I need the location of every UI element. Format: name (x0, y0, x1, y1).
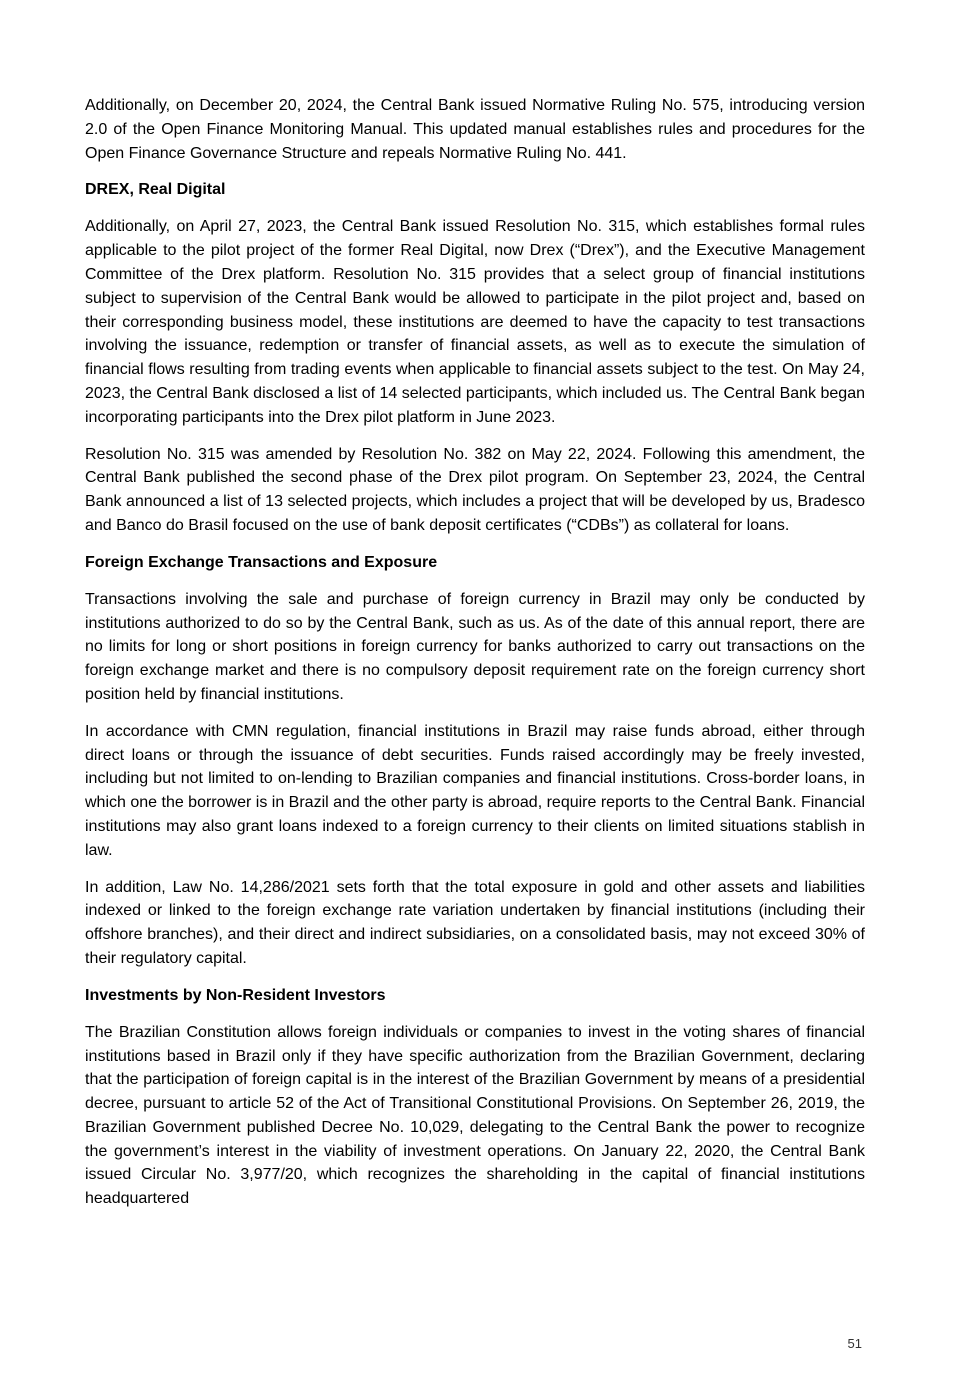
paragraph-fx-transactions: Transactions involving the sale and purchase of foreign currency in Brazil may only be conducted by institutions authorized to do so by the Central Bank, such as us. As of the date of this annual report, there are no limits for long or short positions in foreign currency for banks authorized to carry out transactions on the foreign exchange market and there is no compulsory deposit requirement rate on the foreign currency short position held by financial institutions. (85, 590, 865, 703)
section-heading-foreign-exchange: Foreign Exchange Transactions and Exposure (85, 553, 438, 571)
paragraph-fx-exposure-limit: In addition, Law No. 14,286/2021 sets forth that the total exposure in gold and other assets and liabilities indexed or linked to the foreign exchange rate variation undertaken by financial institutions (including their offshore branches), and their direct and indirect subsidiaries, on a consolidated basis, may not exceed 30% of their regulatory capital. (85, 878, 865, 967)
paragraph-fx-funds-abroad: In accordance with CMN regulation, financial institutions in Brazil may raise funds abroad, either through direct loans or through the issuance of debt securities. Funds raised accordingly may be freely invested, including but not limited to on-lending to Brazilian companies and financial institutions. Cross-border loans, in which one the borrower is in Brazil and the other party is abroad, require reports to the Central Bank. Financial institutions may also grant loans indexed to a foreign currency to their clients on limited situations stablish in law. (85, 722, 865, 859)
paragraph-drex-resolution-382: Resolution No. 315 was amended by Resolution No. 382 on May 22, 2024. Following this amendment, the Central Bank published the second phase of the Drex pilot program. On September 23, 2024, the Central Bank announced a list of 13 selected projects, which includes a project that will be developed by us, Bradesco and Banco do Brasil focused on the use of bank deposit certificates (“CDBs”) as collateral for loans. (85, 445, 865, 534)
section-heading-non-resident-investors: Investments by Non-Resident Investors (85, 986, 386, 1004)
paragraph-open-finance: Additionally, on December 20, 2024, the Central Bank issued Normative Ruling No. 575, introducing version 2.0 of the Open Finance Monitoring Manual. This updated manual establishes rules and procedures for the Open Finance Governance Structure and repeals Normative Ruling No. 441. (85, 97, 865, 162)
section-heading-drex: DREX, Real Digital (85, 181, 226, 199)
paragraph-non-resident-investors: The Brazilian Constitution allows foreign individuals or companies to invest in the voting shares of financial institutions based in Brazil only if they have specific authorization from the Brazilian Government, declaring that the participation of foreign capital is in the interest of the Brazilian Government by means of a presidential decree, pursuant to article 52 of the Act of Transitional Constitutional Provisions. On September 26, 2019, the Brazilian Government published Decree No. 10,029, delegating to the Central Bank the power to recognize the government’s interest in the viability of investment operations. On January 22, 2020, the Central Bank issued Circular No. 3,977/20, which recognizes the shareholding in the capital of financial institutions headquartered (85, 1023, 865, 1208)
paragraph-drex-resolution-315: Additionally, on April 27, 2023, the Central Bank issued Resolution No. 315, which establishes formal rules applicable to the pilot project of the former Real Digital, now Drex (“Drex”), and the Executive Management Committee of the Drex platform. Resolution No. 315 provides that a select group of financial institutions subject to supervision of the Central Bank would be allowed to participate in the pilot project and, based on their corresponding business model, these institutions are deemed to have the capacity to test transactions involving the issuance, redemption or transfer of financial assets, as well as to execute the simulation of financial flows resulting from trading events when applicable to financial assets subject to the test. On May 24, 2023, the Central Bank disclosed a list of 14 selected participants, which included us. The Central Bank began incorporating participants into the Drex pilot platform in June 2023. (85, 218, 865, 426)
document-body (85, 94, 865, 1224)
page-number: 51 (847, 1336, 862, 1351)
